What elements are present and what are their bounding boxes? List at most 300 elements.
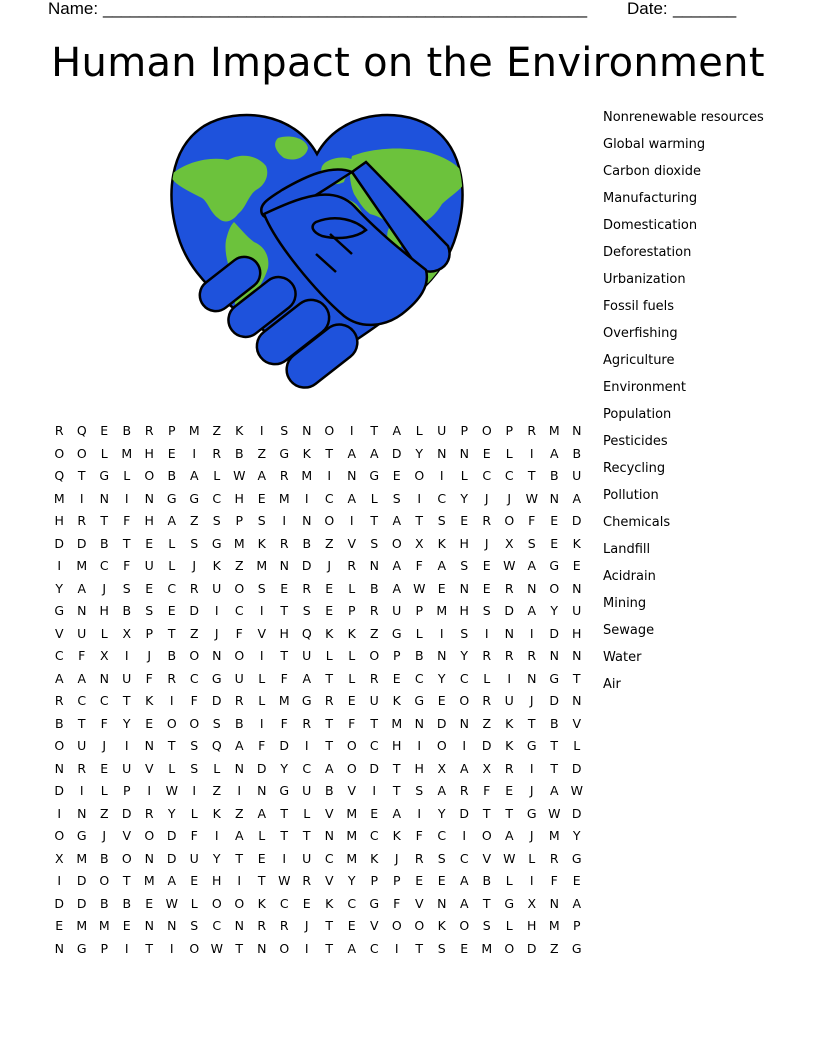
grid-letter[interactable]: E (505, 783, 514, 798)
grid-letter[interactable]: L (213, 760, 221, 776)
grid-letter[interactable]: T (302, 828, 311, 843)
grid-letter[interactable]: N (99, 490, 109, 506)
grid-letter[interactable]: R (302, 873, 312, 888)
grid-letter[interactable]: Z (549, 940, 559, 956)
grid-letter[interactable]: R (504, 760, 514, 776)
grid-letter[interactable]: H (414, 760, 424, 776)
grid-letter[interactable]: O (211, 895, 222, 911)
grid-letter[interactable]: A (527, 558, 537, 573)
grid-letter[interactable]: D (436, 715, 447, 731)
grid-letter[interactable]: C (437, 490, 447, 506)
grid-letter[interactable]: B (414, 648, 424, 663)
grid-letter[interactable]: O (54, 445, 65, 461)
grid-letter[interactable]: T (482, 895, 491, 911)
grid-letter[interactable]: U (212, 580, 222, 596)
grid-letter[interactable]: T (280, 648, 289, 663)
grid-letter[interactable]: C (167, 580, 177, 596)
grid-letter[interactable]: I (439, 625, 444, 641)
grid-letter[interactable]: M (76, 558, 88, 573)
grid-letter[interactable]: B (99, 535, 109, 551)
grid-letter[interactable]: S (257, 580, 266, 596)
grid-letter[interactable]: M (121, 445, 133, 461)
grid-letter[interactable]: A (392, 423, 402, 438)
grid-letter[interactable]: N (144, 490, 154, 506)
grid-letter[interactable]: F (190, 828, 198, 843)
grid-letter[interactable]: S (190, 760, 199, 776)
grid-letter[interactable]: I (124, 648, 129, 663)
grid-letter[interactable]: E (302, 895, 311, 911)
grid-letter[interactable]: F (528, 513, 536, 528)
grid-letter[interactable]: L (505, 918, 513, 933)
grid-letter[interactable]: E (392, 468, 401, 483)
grid-letter[interactable]: Y (437, 670, 446, 686)
grid-letter[interactable]: W (165, 895, 178, 911)
grid-letter[interactable]: D (211, 693, 222, 708)
grid-letter[interactable]: E (325, 580, 334, 596)
grid-letter[interactable]: U (369, 693, 379, 708)
grid-letter[interactable]: E (280, 580, 289, 596)
grid-letter[interactable]: P (572, 918, 581, 933)
grid-letter[interactable]: T (280, 805, 289, 821)
grid-letter[interactable]: S (460, 625, 469, 641)
grid-letter[interactable]: Z (234, 558, 244, 573)
grid-letter[interactable]: D (166, 850, 177, 866)
grid-letter[interactable]: S (257, 513, 266, 528)
grid-letter[interactable]: D (76, 895, 87, 911)
grid-letter[interactable]: F (550, 873, 558, 888)
grid-letter[interactable]: M (548, 423, 560, 438)
grid-letter[interactable]: T (235, 940, 244, 956)
grid-letter[interactable]: S (437, 850, 446, 866)
grid-letter[interactable]: U (144, 558, 154, 573)
grid-letter[interactable]: S (437, 513, 446, 528)
grid-letter[interactable]: D (166, 828, 177, 843)
grid-letter[interactable]: C (437, 828, 447, 843)
grid-letter[interactable]: A (572, 490, 582, 506)
grid-letter[interactable]: D (54, 535, 65, 551)
grid-letter[interactable]: C (99, 693, 109, 708)
grid-letter[interactable]: E (55, 918, 64, 933)
grid-letter[interactable]: S (190, 918, 199, 933)
grid-letter[interactable]: E (167, 603, 176, 618)
grid-letter[interactable]: V (257, 625, 267, 641)
grid-letter[interactable]: Z (212, 423, 222, 438)
grid-letter[interactable]: E (550, 513, 559, 528)
grid-letter[interactable]: O (99, 873, 110, 888)
grid-letter[interactable]: T (415, 940, 424, 956)
grid-letter[interactable]: V (324, 805, 334, 821)
grid-letter[interactable]: O (121, 850, 132, 866)
grid-letter[interactable]: O (76, 445, 87, 461)
grid-letter[interactable]: U (302, 783, 312, 798)
grid-letter[interactable]: I (79, 783, 84, 798)
grid-letter[interactable]: M (548, 828, 560, 843)
grid-letter[interactable]: L (505, 445, 513, 461)
grid-letter[interactable]: E (167, 445, 176, 461)
grid-letter[interactable]: P (100, 940, 109, 956)
grid-letter[interactable]: T (505, 805, 514, 821)
grid-letter[interactable]: B (572, 445, 582, 461)
grid-letter[interactable]: O (189, 715, 200, 731)
grid-letter[interactable]: I (372, 783, 377, 798)
grid-letter[interactable]: L (460, 468, 468, 483)
grid-letter[interactable]: E (257, 490, 266, 506)
grid-letter[interactable]: J (192, 558, 197, 573)
grid-letter[interactable]: R (504, 648, 514, 663)
grid-letter[interactable]: S (415, 783, 424, 798)
grid-letter[interactable]: X (99, 648, 109, 663)
grid-letter[interactable]: Z (257, 445, 267, 461)
grid-letter[interactable]: G (391, 625, 402, 641)
grid-letter[interactable]: S (280, 423, 289, 438)
grid-letter[interactable]: I (214, 828, 219, 843)
grid-letter[interactable]: N (144, 738, 154, 753)
grid-letter[interactable]: J (529, 828, 534, 843)
grid-letter[interactable]: L (415, 423, 423, 438)
grid-letter[interactable]: E (392, 670, 401, 686)
grid-letter[interactable]: A (167, 873, 177, 888)
grid-letter[interactable]: K (437, 918, 446, 933)
grid-letter[interactable]: D (76, 873, 87, 888)
grid-letter[interactable]: O (234, 648, 245, 663)
grid-letter[interactable]: G (76, 940, 87, 956)
grid-letter[interactable]: S (370, 535, 379, 551)
grid-letter[interactable]: D (391, 445, 402, 461)
grid-letter[interactable]: S (212, 513, 221, 528)
grid-letter[interactable]: Y (347, 873, 356, 888)
grid-letter[interactable]: G (189, 490, 200, 506)
grid-letter[interactable]: N (572, 580, 582, 596)
grid-letter[interactable]: F (348, 715, 356, 731)
grid-letter[interactable]: U (302, 648, 312, 663)
grid-letter[interactable]: S (122, 580, 131, 596)
grid-letter[interactable]: M (278, 490, 290, 506)
grid-letter[interactable]: L (415, 625, 423, 641)
grid-letter[interactable]: I (304, 940, 309, 956)
grid-letter[interactable]: E (437, 873, 446, 888)
grid-letter[interactable]: I (169, 693, 174, 708)
grid-letter[interactable]: P (392, 873, 401, 888)
grid-letter[interactable]: O (504, 513, 515, 528)
grid-letter[interactable]: N (504, 625, 514, 641)
grid-letter[interactable]: C (302, 760, 312, 776)
grid-letter[interactable]: G (549, 670, 560, 686)
grid-letter[interactable]: B (324, 783, 334, 798)
grid-letter[interactable]: T (392, 760, 401, 776)
grid-letter[interactable]: L (483, 670, 491, 686)
grid-letter[interactable]: N (234, 918, 244, 933)
grid-letter[interactable]: F (483, 783, 491, 798)
grid-letter[interactable]: F (123, 513, 131, 528)
grid-letter[interactable]: T (167, 738, 176, 753)
grid-letter[interactable]: R (279, 918, 289, 933)
grid-letter[interactable]: T (325, 940, 334, 956)
grid-letter[interactable]: Z (234, 805, 244, 821)
grid-letter[interactable]: L (528, 850, 536, 866)
grid-letter[interactable]: J (529, 783, 534, 798)
grid-letter[interactable]: A (234, 828, 244, 843)
grid-letter[interactable]: P (347, 603, 356, 618)
grid-letter[interactable]: N (527, 580, 537, 596)
grid-letter[interactable]: Y (415, 445, 424, 461)
grid-letter[interactable]: Y (167, 805, 176, 821)
grid-letter[interactable]: W (165, 783, 178, 798)
grid-letter[interactable]: R (54, 693, 64, 708)
grid-letter[interactable]: O (414, 468, 425, 483)
grid-letter[interactable]: T (100, 513, 109, 528)
grid-letter[interactable]: S (190, 535, 199, 551)
grid-letter[interactable]: M (436, 603, 448, 618)
grid-letter[interactable]: X (504, 535, 514, 551)
grid-letter[interactable]: V (482, 850, 492, 866)
grid-letter[interactable]: E (437, 580, 446, 596)
grid-letter[interactable]: U (572, 603, 582, 618)
grid-letter[interactable]: E (122, 918, 131, 933)
grid-letter[interactable]: G (76, 828, 87, 843)
grid-letter[interactable]: Y (280, 760, 289, 776)
grid-letter[interactable]: I (124, 940, 129, 956)
grid-letter[interactable]: B (122, 895, 132, 911)
grid-letter[interactable]: H (527, 918, 537, 933)
grid-letter[interactable]: L (348, 648, 356, 663)
grid-letter[interactable]: A (257, 805, 267, 821)
grid-letter[interactable]: A (527, 603, 537, 618)
grid-letter[interactable]: N (212, 648, 222, 663)
grid-letter[interactable]: D (549, 625, 560, 641)
grid-letter[interactable]: L (168, 760, 176, 776)
grid-letter[interactable]: O (346, 760, 357, 776)
grid-letter[interactable]: C (324, 490, 334, 506)
grid-letter[interactable]: F (393, 895, 401, 911)
grid-letter[interactable]: O (54, 828, 65, 843)
grid-letter[interactable]: M (548, 918, 560, 933)
grid-letter[interactable]: S (145, 603, 154, 618)
grid-letter[interactable]: R (527, 648, 537, 663)
grid-letter[interactable]: E (460, 513, 469, 528)
grid-letter[interactable]: G (504, 895, 515, 911)
grid-letter[interactable]: A (234, 738, 244, 753)
grid-letter[interactable]: D (76, 535, 87, 551)
grid-letter[interactable]: U (437, 423, 447, 438)
grid-letter[interactable]: P (145, 625, 154, 641)
grid-letter[interactable]: N (77, 603, 87, 618)
grid-letter[interactable]: I (462, 828, 467, 843)
grid-letter[interactable]: J (102, 738, 107, 753)
date-field[interactable]: _______ (673, 0, 736, 18)
grid-letter[interactable]: T (550, 738, 559, 753)
grid-letter[interactable]: V (144, 760, 154, 776)
grid-letter[interactable]: B (369, 580, 379, 596)
grid-letter[interactable]: W (503, 850, 516, 866)
grid-letter[interactable]: H (459, 603, 469, 618)
grid-letter[interactable]: I (282, 850, 287, 866)
grid-letter[interactable]: E (257, 850, 266, 866)
grid-letter[interactable]: V (122, 828, 132, 843)
grid-letter[interactable]: U (234, 670, 244, 686)
grid-letter[interactable]: O (189, 940, 200, 956)
grid-letter[interactable]: I (349, 513, 354, 528)
grid-letter[interactable]: W (210, 940, 223, 956)
grid-letter[interactable]: C (482, 468, 492, 483)
grid-letter[interactable]: G (571, 940, 582, 956)
grid-letter[interactable]: G (369, 895, 380, 911)
grid-letter[interactable]: D (369, 760, 380, 776)
grid-letter[interactable]: L (303, 805, 311, 821)
grid-letter[interactable]: H (144, 513, 154, 528)
grid-letter[interactable]: V (324, 873, 334, 888)
grid-letter[interactable]: N (549, 490, 559, 506)
grid-letter[interactable]: U (122, 760, 132, 776)
grid-letter[interactable]: O (234, 580, 245, 596)
grid-letter[interactable]: E (145, 895, 154, 911)
grid-letter[interactable]: M (481, 940, 493, 956)
grid-letter[interactable]: N (257, 783, 267, 798)
grid-letter[interactable]: Q (301, 625, 312, 641)
grid-letter[interactable]: L (213, 468, 221, 483)
grid-letter[interactable]: M (188, 423, 200, 438)
grid-letter[interactable]: L (258, 828, 266, 843)
grid-letter[interactable]: J (394, 850, 399, 866)
grid-letter[interactable]: I (169, 940, 174, 956)
grid-letter[interactable]: I (124, 490, 129, 506)
grid-letter[interactable]: A (77, 670, 87, 686)
grid-letter[interactable]: E (460, 940, 469, 956)
grid-letter[interactable]: L (100, 625, 108, 641)
grid-letter[interactable]: G (549, 558, 560, 573)
grid-letter[interactable]: P (415, 603, 424, 618)
grid-letter[interactable]: O (549, 580, 560, 596)
grid-letter[interactable]: T (572, 670, 581, 686)
grid-letter[interactable]: N (572, 423, 582, 438)
grid-letter[interactable]: G (369, 468, 380, 483)
grid-letter[interactable]: O (54, 738, 65, 753)
grid-letter[interactable]: L (100, 445, 108, 461)
grid-letter[interactable]: S (460, 558, 469, 573)
grid-letter[interactable]: T (235, 850, 244, 866)
grid-letter[interactable]: D (256, 760, 267, 776)
grid-letter[interactable]: W (413, 580, 426, 596)
grid-letter[interactable]: I (214, 603, 219, 618)
grid-letter[interactable]: H (234, 490, 244, 506)
grid-letter[interactable]: N (437, 895, 447, 911)
grid-letter[interactable]: S (302, 603, 311, 618)
grid-letter[interactable]: K (370, 850, 379, 866)
grid-letter[interactable]: I (529, 760, 534, 776)
grid-letter[interactable]: A (572, 895, 582, 911)
grid-letter[interactable]: M (301, 468, 313, 483)
grid-letter[interactable]: O (346, 738, 357, 753)
grid-letter[interactable]: C (459, 850, 469, 866)
grid-letter[interactable]: K (235, 423, 244, 438)
grid-letter[interactable]: C (347, 895, 357, 911)
grid-letter[interactable]: R (504, 580, 514, 596)
grid-letter[interactable]: E (145, 535, 154, 551)
grid-letter[interactable]: O (369, 648, 380, 663)
grid-letter[interactable]: C (369, 738, 379, 753)
grid-letter[interactable]: I (57, 558, 62, 573)
grid-letter[interactable]: N (54, 940, 64, 956)
grid-letter[interactable]: D (571, 513, 582, 528)
grid-letter[interactable]: M (76, 850, 88, 866)
grid-letter[interactable]: V (414, 895, 424, 911)
grid-letter[interactable]: T (77, 468, 86, 483)
grid-letter[interactable]: D (571, 760, 582, 776)
grid-letter[interactable]: U (189, 850, 199, 866)
grid-letter[interactable]: O (391, 535, 402, 551)
grid-letter[interactable]: G (211, 670, 222, 686)
grid-letter[interactable]: I (349, 423, 354, 438)
grid-letter[interactable]: Z (369, 625, 379, 641)
grid-letter[interactable]: B (234, 445, 244, 461)
grid-letter[interactable]: Q (76, 423, 87, 438)
grid-letter[interactable]: C (459, 670, 469, 686)
grid-letter[interactable]: K (325, 625, 334, 641)
grid-letter[interactable]: C (369, 940, 379, 956)
grid-letter[interactable]: R (414, 850, 424, 866)
grid-letter[interactable]: H (459, 535, 469, 551)
grid-letter[interactable]: I (529, 625, 534, 641)
grid-letter[interactable]: B (482, 873, 492, 888)
grid-letter[interactable]: A (392, 580, 402, 596)
grid-letter[interactable]: T (482, 805, 491, 821)
grid-letter[interactable]: G (279, 783, 290, 798)
grid-letter[interactable]: N (302, 513, 312, 528)
grid-letter[interactable]: M (346, 805, 358, 821)
grid-letter[interactable]: K (325, 895, 334, 911)
grid-letter[interactable]: A (189, 468, 199, 483)
grid-letter[interactable]: I (507, 670, 512, 686)
grid-letter[interactable]: M (346, 828, 358, 843)
grid-letter[interactable]: A (167, 513, 177, 528)
grid-letter[interactable]: T (370, 715, 379, 731)
grid-letter[interactable]: S (190, 738, 199, 753)
grid-letter[interactable]: A (437, 783, 447, 798)
grid-letter[interactable]: E (325, 603, 334, 618)
grid-letter[interactable]: O (144, 828, 155, 843)
grid-letter[interactable]: L (258, 693, 266, 708)
grid-letter[interactable]: L (258, 670, 266, 686)
grid-letter[interactable]: F (78, 648, 86, 663)
grid-letter[interactable]: M (233, 535, 245, 551)
grid-letter[interactable]: N (437, 445, 447, 461)
grid-letter[interactable]: O (324, 513, 335, 528)
grid-letter[interactable]: F (145, 670, 153, 686)
grid-letter[interactable]: I (237, 873, 242, 888)
grid-letter[interactable]: I (192, 445, 197, 461)
grid-letter[interactable]: F (258, 738, 266, 753)
grid-letter[interactable]: W (233, 468, 246, 483)
grid-letter[interactable]: T (325, 670, 334, 686)
grid-letter[interactable]: R (279, 535, 289, 551)
grid-letter[interactable]: T (77, 715, 86, 731)
grid-letter[interactable]: T (370, 423, 379, 438)
grid-letter[interactable]: N (572, 648, 582, 663)
grid-letter[interactable]: A (504, 828, 514, 843)
grid-letter[interactable]: B (549, 715, 559, 731)
name-field[interactable]: ______________________________________________________ (103, 0, 587, 18)
grid-letter[interactable]: R (144, 423, 154, 438)
grid-letter[interactable]: N (549, 895, 559, 911)
grid-letter[interactable]: A (324, 760, 334, 776)
grid-letter[interactable]: N (437, 648, 447, 663)
grid-letter[interactable]: C (99, 558, 109, 573)
grid-letter[interactable]: O (459, 693, 470, 708)
grid-letter[interactable]: I (304, 738, 309, 753)
grid-letter[interactable]: N (414, 715, 424, 731)
grid-letter[interactable]: X (414, 535, 424, 551)
grid-letter[interactable]: D (121, 805, 132, 821)
grid-letter[interactable]: I (192, 783, 197, 798)
